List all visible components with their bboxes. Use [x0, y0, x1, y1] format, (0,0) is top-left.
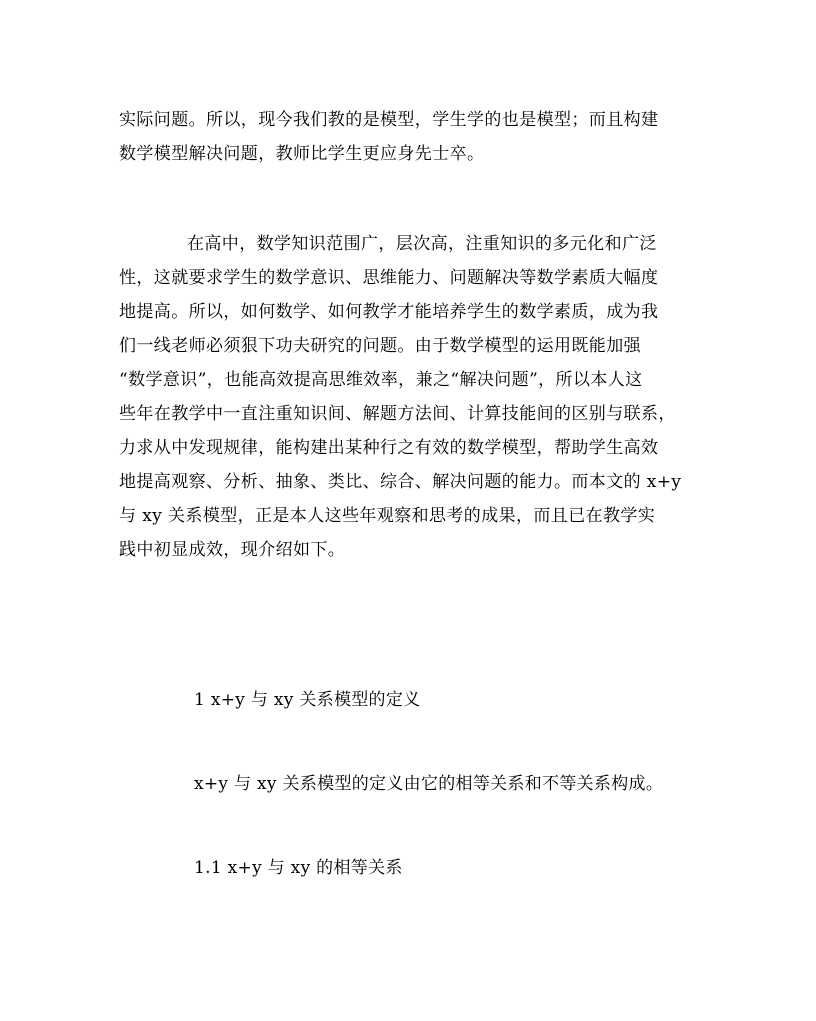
text-line: 在高中，数学知识范围广，层次高，注重知识的多元化和广泛 — [187, 234, 657, 254]
text-line: 践中初显成效，现介绍如下。 — [119, 540, 346, 560]
section-heading-1-1: 1.1 x+y 与 xy 的相等关系 — [194, 858, 403, 878]
text-line: 地提高。所以，如何数学、如何教学才能培养学生的数学素质，成为我 — [119, 302, 659, 322]
text-line: 地提高观察、分析、抽象、类比、综合、解决问题的能力。而本文的 x+y — [119, 472, 682, 492]
text-line: 力求从中发现规律，能构建出某种行之有效的数学模型，帮助学生高效 — [119, 438, 659, 458]
text-line: 实际问题。所以，现今我们教的是模型，学生学的也是模型；而且构建 — [119, 110, 659, 130]
text-line: 些年在教学中一直注重知识间、解题方法间、计算技能间的区别与联系， — [119, 404, 676, 424]
section-heading-1: 1 x+y 与 xy 关系模型的定义 — [194, 690, 421, 710]
text-line: 性，这就要求学生的数学意识、思维能力、问题解决等数学素质大幅度 — [119, 268, 659, 288]
definition-sentence: x+y 与 xy 关系模型的定义由它的相等关系和不等关系构成。 — [194, 774, 664, 794]
paragraph-high-school-math — [119, 227, 699, 567]
text-line: 与 xy 关系模型，正是本人这些年观察和思考的成果，而且已在教学实 — [119, 506, 656, 526]
paragraph-intro-continuation — [119, 103, 699, 171]
text-line: “数学意识”，也能高效提高思维效率，兼之“解决问题”，所以本人这 — [119, 370, 643, 390]
text-line: 数学模型解决问题，教师比学生更应身先士卒。 — [119, 144, 485, 164]
text-line: 们一线老师必须狠下功夫研究的问题。由于数学模型的运用既能加强 — [119, 336, 641, 356]
